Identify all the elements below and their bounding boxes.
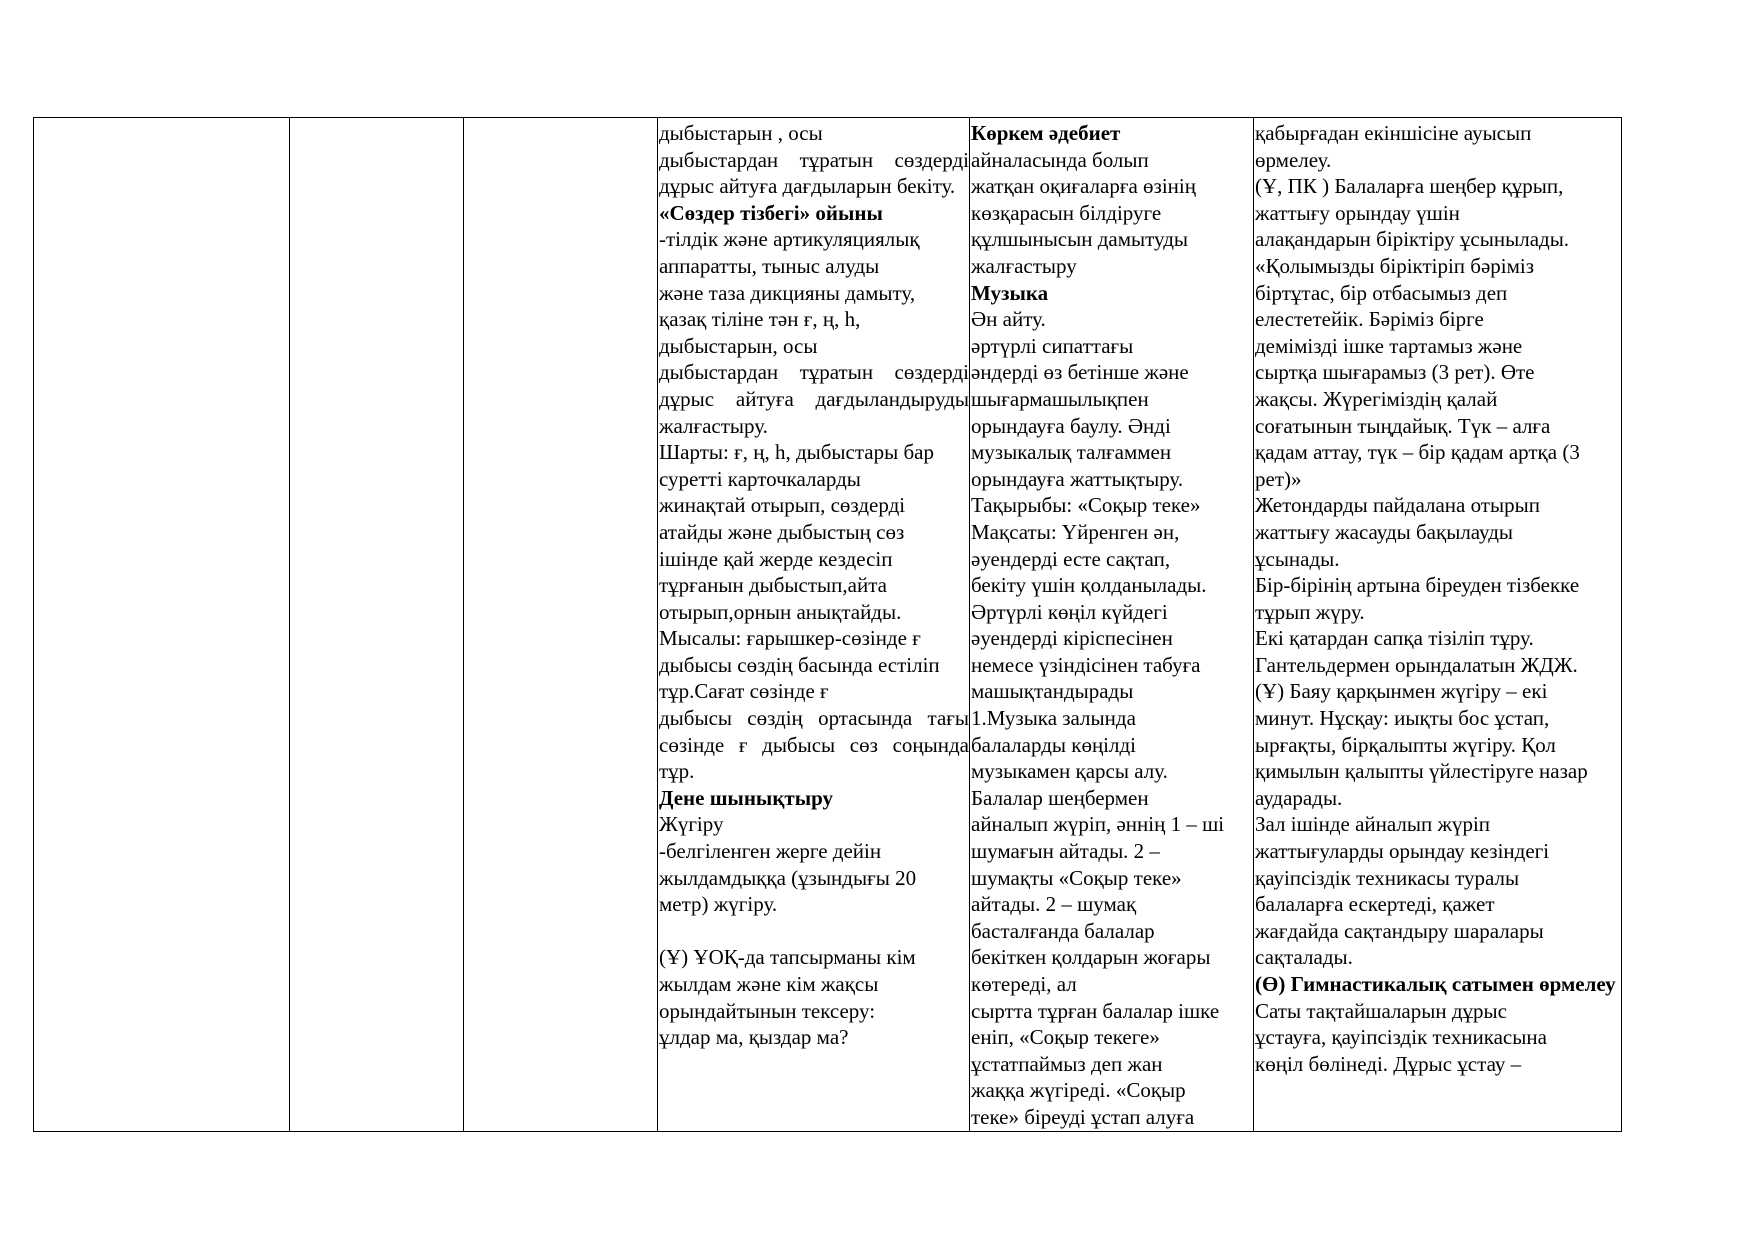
text-line: айналасында болып: [971, 147, 1149, 172]
text-line: немесе үзіндісінен табуға: [971, 652, 1201, 677]
text-line: біртұтас, бір отбасымыз деп: [1255, 280, 1508, 305]
text-line: көңіл бөлінеді. Дұрыс ұстау –: [1255, 1051, 1522, 1076]
text-line: көзқарасын білдіруге: [971, 200, 1162, 225]
text-line: ұстауға, қауіпсіздік техникасына: [1255, 1025, 1547, 1050]
text-line: сыртта тұрған балалар ішке: [971, 998, 1220, 1023]
text-line: Саты тақтайшаларын дұрыс: [1255, 998, 1507, 1023]
text-line: жылдам және кім жақсы: [659, 972, 879, 996]
text-line: бекіткен қолдарын жоғары: [971, 945, 1211, 970]
text-line: соғатынын тыңдайық. Түк – алға: [1255, 413, 1551, 438]
text-line: (Ұ, ПК ) Балаларға шеңбер құрып,: [1255, 174, 1564, 199]
text-line: Әртүрлі көңіл күйдегі: [971, 599, 1168, 624]
text-line: қимылын қалыпты үйлестіруге назар: [1255, 759, 1588, 784]
text-line: Зал ішінде айналып жүріп: [1255, 812, 1491, 837]
text-line: ішінде қай жерде кездесіп: [659, 546, 893, 571]
text-line: алақандарын біріктіру ұсынылады.: [1255, 227, 1570, 252]
text-line: Тақырыбы: «Соқыр теке»: [971, 493, 1201, 518]
text-line: музыкамен қарсы алу.: [971, 759, 1168, 784]
empty-cell-2: [290, 118, 464, 1132]
text-line: орындауға жаттықтыру.: [971, 466, 1184, 491]
text-line: ұлдар ма, қыздар ма?: [659, 1025, 849, 1050]
text-line: демімізді ішке тартамыз және: [1255, 333, 1523, 358]
text-line: атайды және дыбыстың сөз: [659, 519, 905, 544]
text-line: Мақсаты: Үйренген ән,: [971, 519, 1180, 544]
section-heading: «Сөздер тізбегі» ойыны: [659, 200, 883, 225]
section-heading: (Ө) Гимнастикалық сатымен өрмелеу: [1255, 972, 1616, 996]
text-line: «Қолымызды біріктіріп бәріміз: [1255, 253, 1535, 278]
text-line: ұсынады.: [1255, 546, 1340, 571]
text-line: [659, 918, 969, 945]
text-line: Шарты: ғ, ң, һ, дыбыстары бар суретті карточкаларды: [659, 440, 934, 491]
text-line: дыбыстарын, осы: [659, 333, 818, 358]
text-line: орындайтынын тексеру:: [659, 998, 876, 1023]
text-line: дыбыстардан тұратын сөздерді дұрыс айтуға дағдыларын бекіту.: [659, 147, 969, 199]
text-line: сақталады.: [1255, 945, 1353, 970]
text-line: (Ұ) Баяу қарқынмен жүгіру – екі: [1255, 679, 1548, 704]
text-line: көтереді, ал: [971, 972, 1077, 996]
text-line: балаларды көңілді: [971, 732, 1137, 757]
text-line: музыкалық талғаммен: [971, 440, 1172, 465]
text-line: -тілдік және артикуляциялық: [659, 227, 920, 252]
text-line: аударады.: [1255, 785, 1343, 810]
speech-activities-cell: [658, 118, 970, 1132]
text-line: орындауға баулу. Әнді: [971, 413, 1171, 438]
text-line: сыртқа шығарамыз (3 рет). Өте: [1255, 360, 1535, 385]
text-line: жақсы. Жүрегіміздің қалай: [1255, 386, 1498, 411]
text-line: құлшынысын дамытуды: [971, 227, 1189, 252]
text-line: тұрып жүру.: [1255, 599, 1365, 624]
physical-education-cell: [1254, 118, 1622, 1132]
text-line: машықтандырады: [971, 679, 1134, 704]
text-line: дыбыстардан тұратын сөздерді дұрыс айтуға дағдыландыруды жалғастыру.: [659, 360, 969, 438]
text-line: қауіпсіздік техникасы туралы: [1255, 865, 1520, 890]
text-line: дыбысы сөздің ортасында тағы сөзінде ғ дыбысы сөз соңында тұр.: [659, 706, 969, 784]
text-line: жатқан оқиғаларға өзінің: [971, 174, 1196, 199]
text-line: Екі қатардан сапқа тізіліп тұру.: [1255, 626, 1534, 651]
text-line: Балалар шеңбермен: [971, 785, 1149, 810]
text-line: тұрғанын дыбыстып,айта: [659, 573, 887, 598]
text-line: басталғанда балалар: [971, 918, 1155, 943]
section-heading: Дене шынықтыру: [659, 785, 834, 810]
text-line: шумағын айтады. 2 –: [971, 839, 1160, 864]
physical-education-text: [1254, 118, 1621, 1077]
speech-activities-text: [658, 118, 969, 1051]
text-line: жаттығуларды орындау кезіндегі: [1255, 839, 1550, 864]
text-line: -белгіленген жерге дейін: [659, 839, 882, 864]
text-line: және таза дикцияны дамыту,: [659, 280, 916, 305]
text-line: теке» біреуді ұстап алуға: [971, 1104, 1195, 1129]
text-line: айтады. 2 – шумақ: [971, 892, 1137, 917]
text-line: жинақтай отырып, сөздерді: [659, 493, 906, 518]
text-line: Жүгіру: [659, 812, 724, 837]
text-line: Мысалы: ғарышкер-сөзінде ғ дыбысы сөздің басында естіліп тұр.Сағат сөзінде ғ: [659, 626, 940, 704]
text-line: дыбыстарын , осы: [659, 121, 823, 145]
text-line: 1.Музыка залында: [971, 706, 1136, 731]
section-heading: Көркем әдебиет: [971, 121, 1121, 145]
text-line: жаттығу жасауды бақылауды: [1255, 519, 1514, 544]
text-line: Жетондарды пайдалана отырып: [1255, 493, 1540, 518]
text-line: аппаратты, тыныс алуды: [659, 253, 880, 278]
text-line: жылдамдыққа (ұзындығы 20: [659, 865, 917, 890]
text-line: әуендерді есте сақтап,: [971, 546, 1171, 571]
text-line: қабырғадан екіншісіне ауысып: [1255, 121, 1532, 145]
text-line: әндерді өз бетінше және: [971, 360, 1189, 385]
text-line: шумақты «Соқыр теке»: [971, 865, 1182, 890]
text-line: еніп, «Соқыр текеге»: [971, 1025, 1160, 1050]
section-heading: Музыка: [971, 280, 1049, 305]
text-line: Гантельдермен орындалатын ЖДЖ.: [1255, 652, 1578, 677]
text-line: балаларға ескертеді, қажет: [1255, 892, 1495, 917]
text-line: әртүрлі сипаттағы: [971, 333, 1134, 358]
lesson-plan-table: [33, 117, 1622, 1132]
text-line: қазақ тіліне тән ғ, ң, һ,: [659, 307, 861, 332]
text-line: Бір-бірінің артына біреуден тізбекке: [1255, 573, 1580, 598]
text-line: елестетейік. Бәріміз бірге: [1255, 307, 1484, 332]
text-line: минут. Нұсқау: иықты бос ұстап,: [1255, 706, 1550, 731]
text-line: метр) жүгіру.: [659, 892, 778, 917]
text-line: жаққа жүгіреді. «Соқыр: [971, 1078, 1186, 1103]
text-line: Ән айту.: [971, 307, 1046, 332]
literature-music-text: [970, 118, 1253, 1131]
text-line: рет)»: [1255, 466, 1302, 491]
literature-music-cell: [970, 118, 1254, 1132]
text-line: айналып жүріп, әннің 1 – ші: [971, 812, 1225, 837]
text-line: ырғақты, бірқалыпты жүгіру. Қол: [1255, 732, 1556, 757]
text-line: ұстатпаймыз деп жан: [971, 1051, 1163, 1076]
text-line: қадам аттау, түк – бір қадам артқа (3: [1255, 440, 1580, 465]
text-line: бекіту үшін қолданылады.: [971, 573, 1207, 598]
empty-cell-1: [34, 118, 290, 1132]
text-line: отырып,орнын анықтайды.: [659, 599, 902, 624]
text-line: шығармашылықпен: [971, 386, 1149, 411]
text-line: өрмелеу.: [1255, 147, 1332, 172]
empty-cell-3: [464, 118, 658, 1132]
text-line: жалғастыру: [971, 253, 1077, 278]
text-line: жағдайда сақтандыру шаралары: [1255, 918, 1544, 943]
text-line: (Ұ) ҰОҚ-да тапсырманы кім: [659, 945, 916, 970]
text-line: жаттығу орындау үшін: [1255, 200, 1460, 225]
text-line: әуендерді кіріспесінен: [971, 626, 1173, 651]
table-row: [34, 118, 1622, 1132]
